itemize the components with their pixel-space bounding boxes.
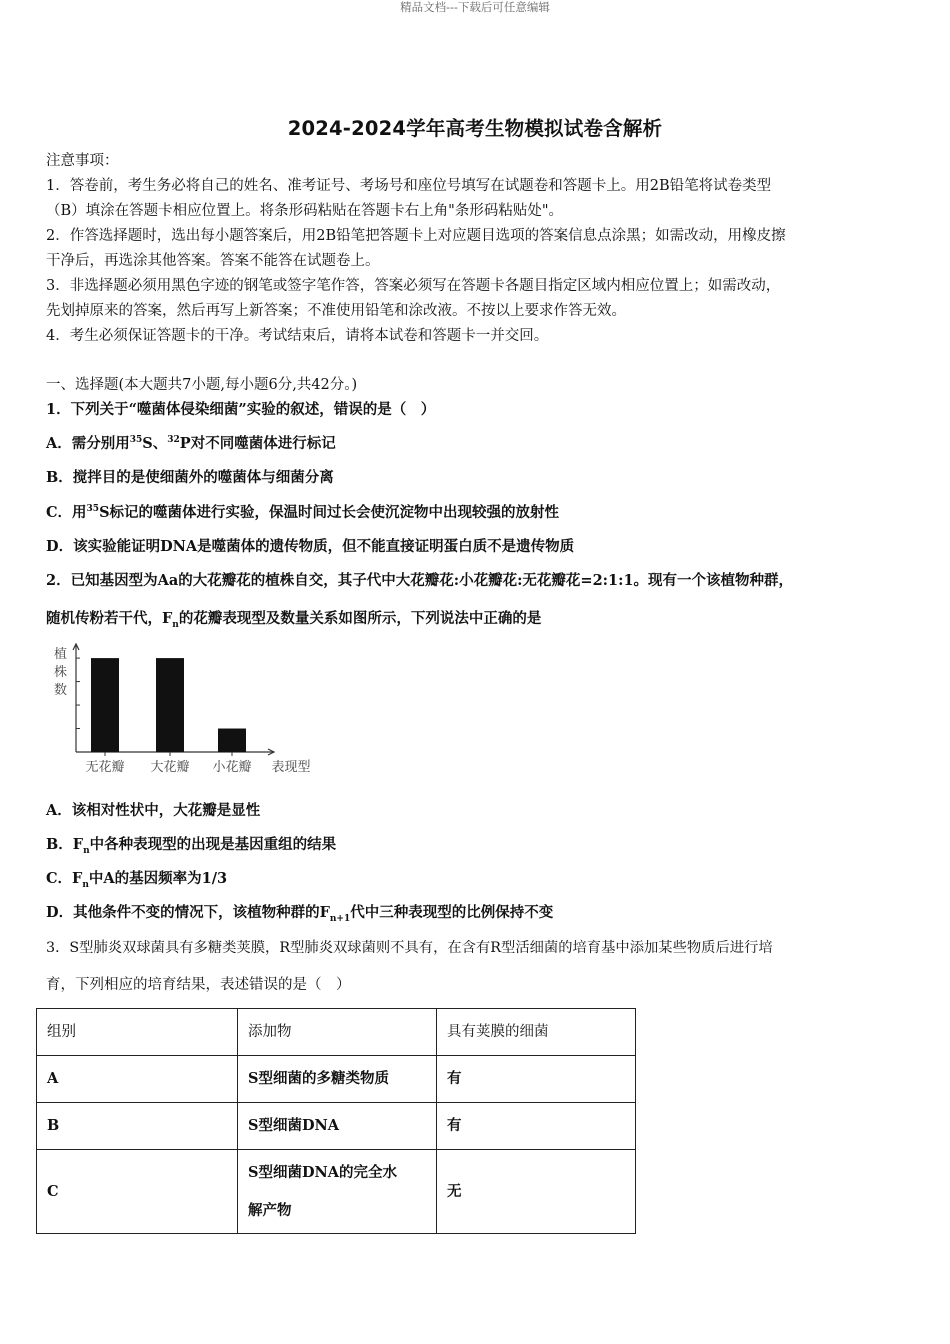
y-axis-label: 数 — [54, 683, 68, 698]
x-tick-label: 大花瓣 — [150, 760, 190, 775]
table-cell-line: S型细菌DNA的完全水 — [248, 1163, 398, 1181]
q1-option-d: D．该实验能证明DNA是噬菌体的遗传物质，但不能直接证明蛋白质不是遗传物质 — [46, 538, 575, 555]
x-tick-label: 无花瓣 — [85, 760, 125, 775]
table-cell: A — [37, 1056, 238, 1103]
notice-line: （B）填涂在答题卡相应位置上。将条形码粘贴在答题卡右上角"条形码粘贴处"。 — [46, 203, 563, 219]
q3-table — [36, 1008, 636, 1234]
table-cell: S型细菌DNA — [238, 1103, 437, 1150]
notice-line: 2．作答选择题时，选出每小题答案后，用2B铅笔把答题卡上对应题目选项的答案信息点涂黑；如需改动，用橡皮擦 — [46, 228, 786, 244]
table-row — [37, 1103, 636, 1150]
q2-option-a: A．该相对性状中，大花瓣是显性 — [46, 802, 261, 819]
bar — [91, 658, 119, 752]
notice-line: 先划掉原来的答案，然后再写上新答案；不准使用铅笔和涂改液。不按以上要求作答无效。 — [46, 303, 626, 319]
table-header-row — [37, 1009, 636, 1056]
table-cell-line: 解产物 — [248, 1201, 292, 1219]
table-cell — [238, 1150, 437, 1234]
q1-stem: 1．下列关于“噬菌体侵染细菌”实验的叙述，错误的是（ ） — [46, 401, 436, 418]
notice-heading: 注意事项： — [46, 153, 119, 169]
q2-stem-line1: 2．已知基因型为Aa的大花瓣花的植株自交，其子代中大花瓣花:小花瓣花:无花瓣花=2:1:1。现有一个该植物种群， — [46, 572, 794, 589]
notice-line: 3．非选择题必须用黑色字迹的钢笔或签字笔作答，答案必须写在答题卡各题目指定区域内相应位置上；如需改动， — [46, 278, 781, 294]
bar — [156, 658, 184, 752]
table-header-cell: 具有荚膜的细菌 — [437, 1009, 636, 1056]
table-row — [37, 1150, 636, 1234]
x-tick-label: 小花瓣 — [212, 760, 252, 775]
x-axis-label: 表现型 — [271, 760, 311, 775]
q1-option-c: C．用$^{35}$S标记的噬菌体进行实验，保温时间过长会使沉淀物中出现较强的放射性 — [46, 504, 560, 521]
table-header-cell: 组别 — [37, 1009, 238, 1056]
table-header-cell: 添加物 — [238, 1009, 437, 1056]
notice-line: 4．考生必须保证答题卡的干净。考试结束后，请将本试卷和答题卡一并交回。 — [46, 328, 549, 344]
table-cell: 无 — [437, 1150, 636, 1234]
table-cell: C — [37, 1150, 238, 1234]
y-axis-label: 株 — [54, 665, 68, 680]
y-axis-label: 植 — [54, 647, 68, 662]
table-cell: 有 — [437, 1056, 636, 1103]
table-cell: B — [37, 1103, 238, 1150]
table-cell: S型细菌的多糖类物质 — [238, 1056, 437, 1103]
petal-bar-chart — [48, 640, 328, 780]
table-row — [37, 1056, 636, 1103]
q2-option-d: D．其他条件不变的情况下，该植物种群的$F_{n+1}$代中三种表现型的比例保持不变 — [46, 904, 554, 924]
q1-option-a: A．需分别用$^{35}$S、$^{32}$P对不同噬菌体进行标记 — [46, 435, 336, 452]
notice-line: 1．答卷前，考生务必将自己的姓名、准考证号、考场号和座位号填写在试题卷和答题卡上。用2B铅笔将试卷类型 — [46, 178, 772, 194]
table-cell: 有 — [437, 1103, 636, 1150]
q2-option-b: B．$F_n$中各种表现型的出现是基因重组的结果 — [46, 836, 337, 856]
q2-stem-line2: 随机传粉若干代，$F_n$的花瓣表现型及数量关系如图所示，下列说法中正确的是 — [46, 610, 542, 630]
page-title: 2024-2024学年高考生物模拟试卷含解析 — [287, 117, 663, 140]
q1-option-b: B．搅拌目的是使细菌外的噬菌体与细菌分离 — [46, 469, 334, 486]
q3-stem-line1: 3．S型肺炎双球菌具有多糖类荚膜，R型肺炎双球菌则不具有，在含有R型活细菌的培育基中添加某些物质后进行培 — [46, 940, 773, 956]
q2-option-c: C．$F_n$中A的基因频率为1/3 — [46, 870, 228, 890]
notice-line: 干净后，再选涂其他答案。答案不能答在试题卷上。 — [46, 253, 380, 269]
watermark: 精品文档---下载后可任意编辑 — [400, 0, 550, 14]
section-heading: 一、选择题(本大题共7小题,每小题6分,共42分。) — [46, 377, 358, 393]
q3-stem-line2: 育，下列相应的培育结果，表述错误的是（ ） — [46, 977, 351, 993]
bar — [218, 729, 246, 752]
